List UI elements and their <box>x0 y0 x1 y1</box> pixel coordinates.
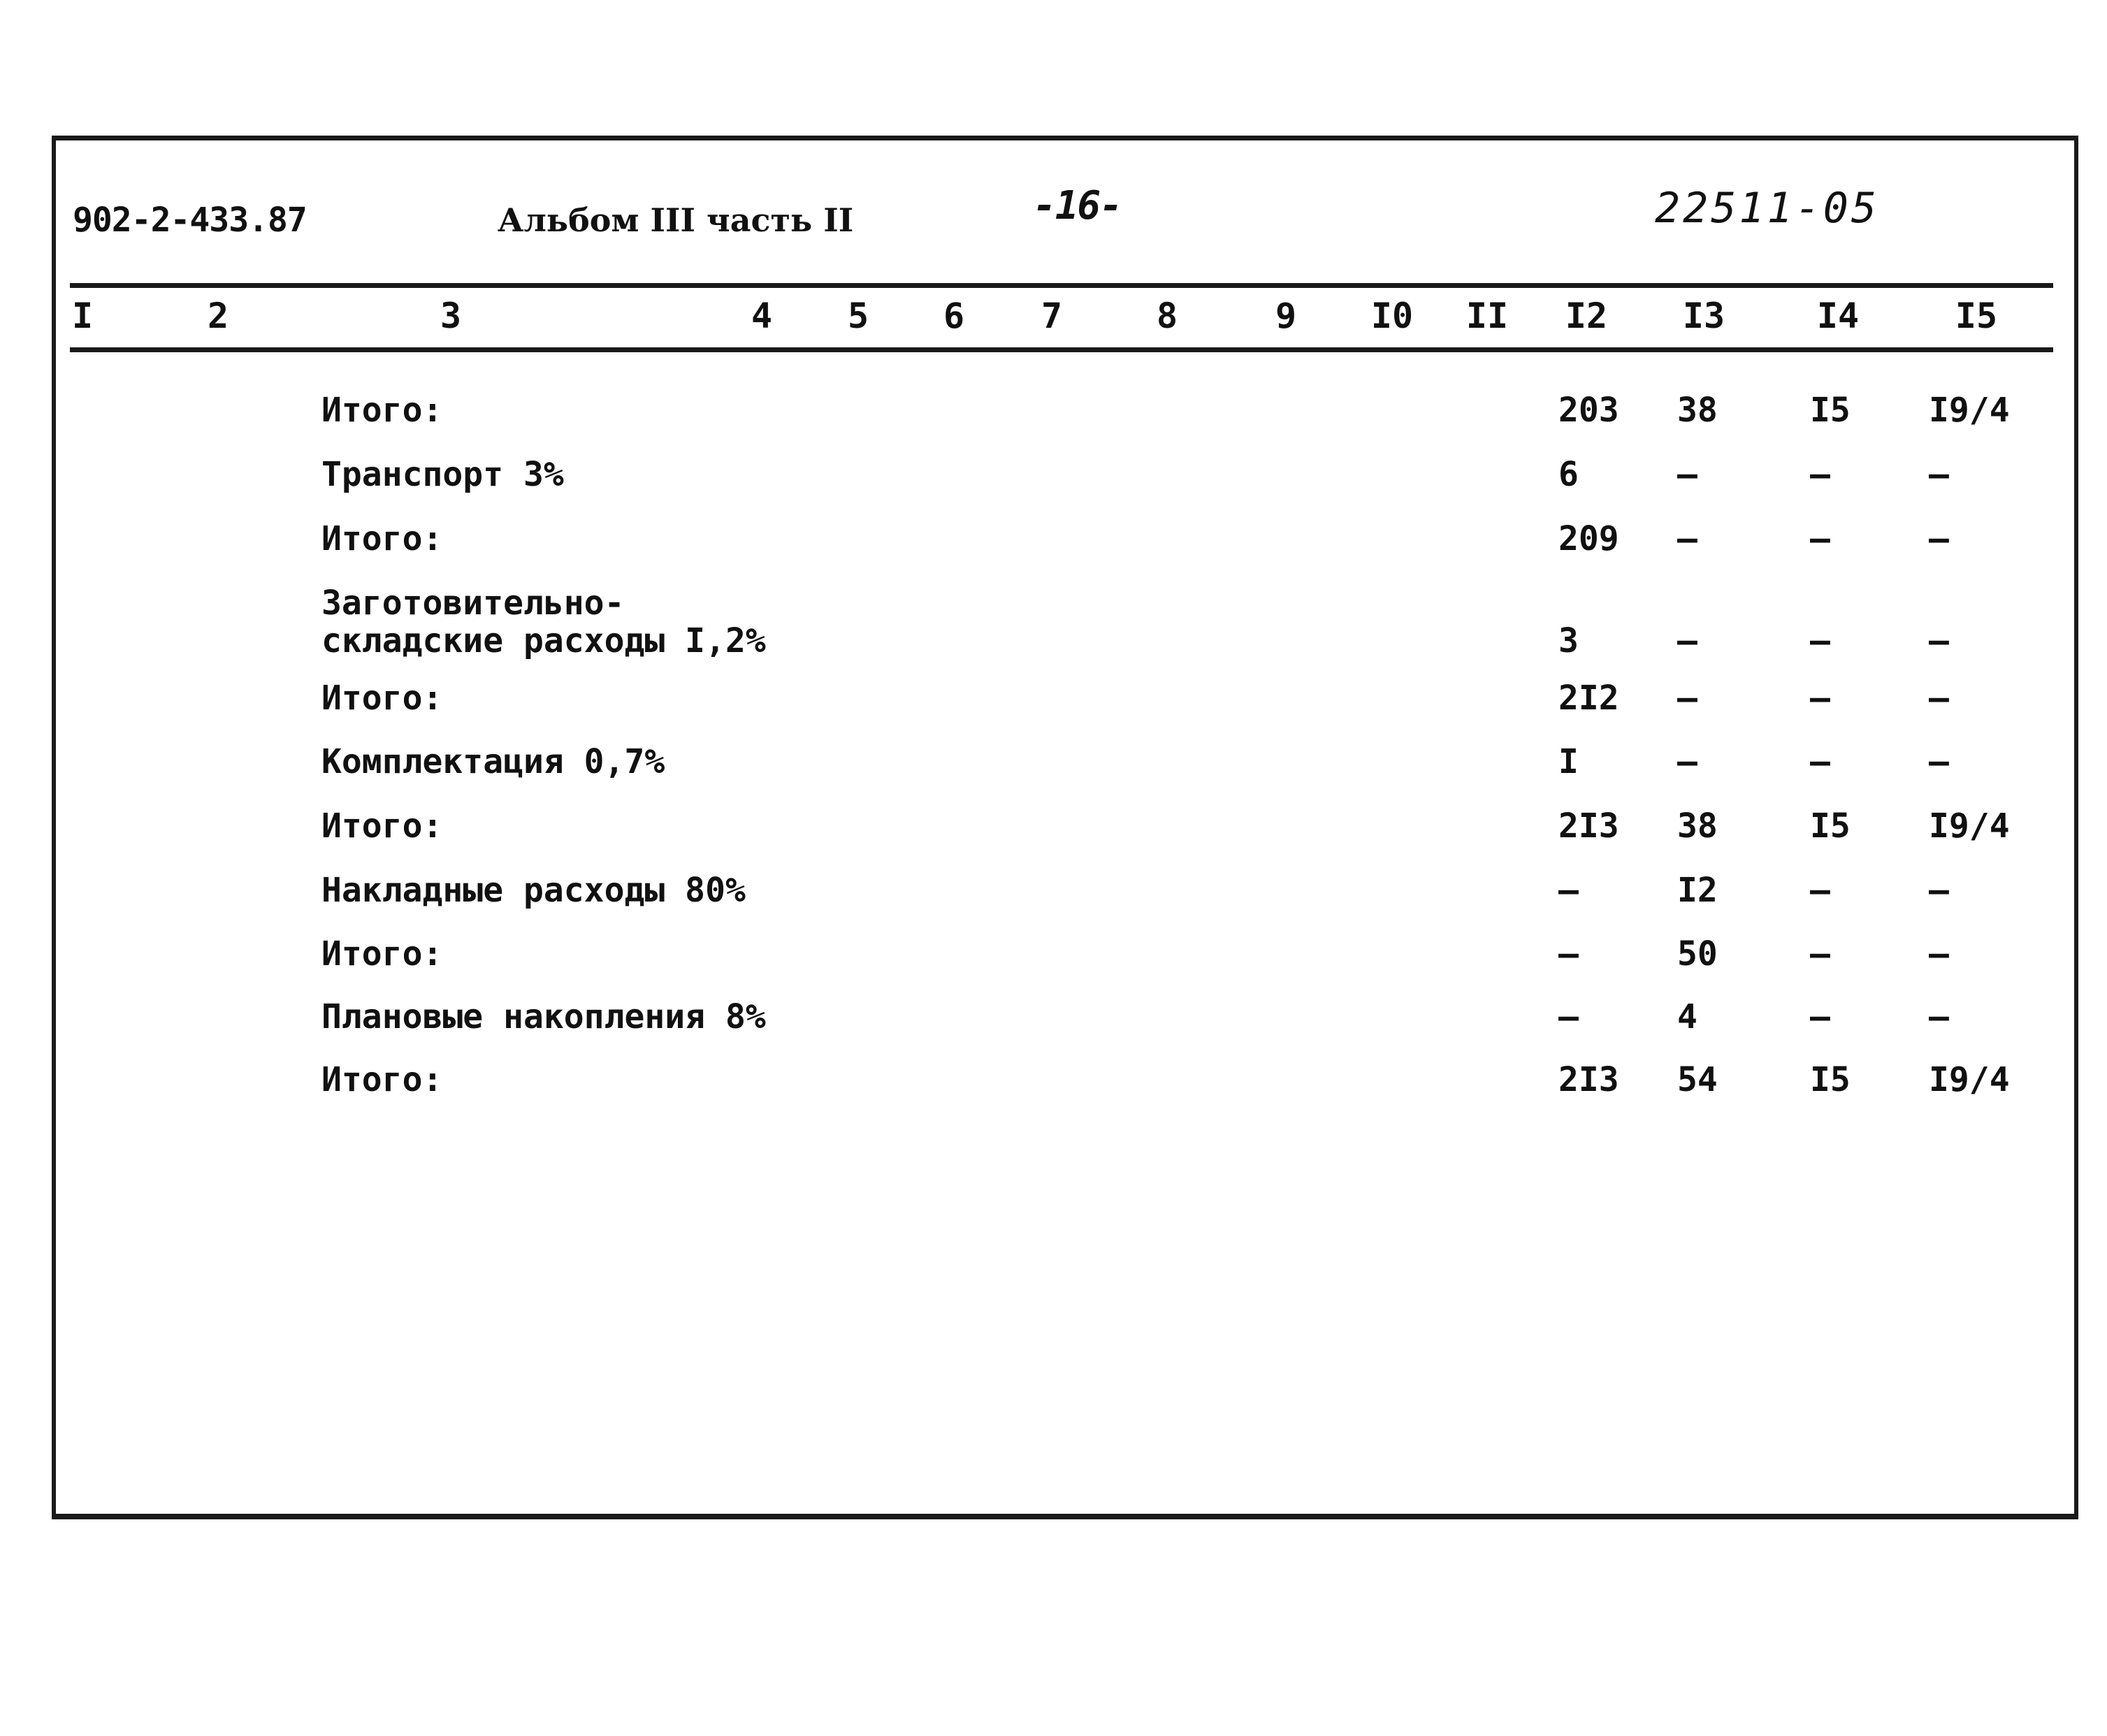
column-number-3: 3 <box>440 296 462 336</box>
row-value-col13: I2 <box>1677 871 1718 910</box>
row-value-col14: I5 <box>1810 391 1851 430</box>
row-value-col15: I9/4 <box>1929 1060 2010 1099</box>
column-number-5: 5 <box>847 296 869 336</box>
row-value-col13: 38 <box>1677 806 1718 846</box>
row-value-col13: 38 <box>1677 391 1718 430</box>
row-value-col12: I <box>1558 742 1579 781</box>
column-number-6: 6 <box>943 296 965 336</box>
row-value-col14: – <box>1810 679 1830 718</box>
column-number-12: I2 <box>1565 296 1608 336</box>
row-value-col15: – <box>1929 679 1949 718</box>
table-row <box>0 520 2107 576</box>
column-number-9: 9 <box>1275 296 1297 336</box>
column-header-top-rule <box>70 283 2053 288</box>
column-number-1: I <box>71 296 94 336</box>
row-label: Транспорт 3% <box>321 455 564 494</box>
row-value-col13: – <box>1677 455 1697 494</box>
row-label: Итого: <box>321 519 443 558</box>
row-value-col15: – <box>1929 934 1949 974</box>
table-row <box>0 871 2107 927</box>
row-value-col13: 50 <box>1677 934 1718 974</box>
row-value-col12: 3 <box>1558 621 1579 660</box>
row-label: Итого: <box>321 934 443 974</box>
row-value-col13: – <box>1677 621 1697 660</box>
row-value-col14: I5 <box>1810 1060 1851 1099</box>
row-value-col12: – <box>1558 934 1579 974</box>
row-value-col14: – <box>1810 455 1830 494</box>
column-number-14: I4 <box>1816 296 1860 336</box>
row-value-col13: 54 <box>1677 1060 1718 1099</box>
row-value-col14: – <box>1810 742 1830 781</box>
table-row <box>0 584 2107 689</box>
column-number-4: 4 <box>751 296 773 336</box>
row-value-col13: 4 <box>1677 997 1697 1036</box>
table-row <box>0 679 2107 735</box>
row-value-col12: 203 <box>1558 391 1619 430</box>
table-row <box>0 935 2107 991</box>
row-value-col14: – <box>1810 997 1830 1036</box>
column-number-8: 8 <box>1156 296 1178 336</box>
table-row <box>0 743 2107 799</box>
row-value-col15: I9/4 <box>1929 806 2010 846</box>
row-value-col15: – <box>1929 997 1949 1036</box>
row-label: Плановые накопления 8% <box>321 997 766 1036</box>
row-value-col12: 2I2 <box>1558 679 1619 718</box>
sheet-number: 22511-05 <box>1655 184 1879 233</box>
row-value-col12: – <box>1558 871 1579 910</box>
row-value-col12: 209 <box>1558 519 1619 558</box>
table-row <box>0 998 2107 1054</box>
row-value-col12: – <box>1558 997 1579 1036</box>
row-label: Итого: <box>321 679 443 718</box>
row-value-col14: – <box>1810 871 1830 910</box>
column-number-11: II <box>1465 296 1509 336</box>
table-row <box>0 807 2107 863</box>
row-label: Итого: <box>321 391 443 430</box>
row-value-col14: – <box>1810 621 1830 660</box>
row-value-col12: 2I3 <box>1558 1060 1619 1099</box>
row-label: Комплектация 0,7% <box>321 742 665 781</box>
row-label: Итого: <box>321 806 443 846</box>
row-value-col12: 2I3 <box>1558 806 1619 846</box>
row-value-col14: I5 <box>1810 806 1851 846</box>
row-value-col14: – <box>1810 519 1830 558</box>
row-label: Итого: <box>321 1060 443 1099</box>
row-value-col12: 6 <box>1558 455 1579 494</box>
column-number-10: I0 <box>1370 296 1414 336</box>
row-value-col15: – <box>1929 742 1949 781</box>
row-value-col15: – <box>1929 519 1949 558</box>
row-value-col15: – <box>1929 871 1949 910</box>
row-value-col13: – <box>1677 519 1697 558</box>
column-number-15: I5 <box>1955 296 1998 336</box>
album-label: Альбом III часть II <box>498 201 854 239</box>
column-number-13: I3 <box>1682 296 1725 336</box>
row-value-col15: – <box>1929 455 1949 494</box>
row-value-col13: – <box>1677 742 1697 781</box>
row-value-col13: – <box>1677 679 1697 718</box>
row-value-col15: I9/4 <box>1929 391 2010 430</box>
table-row <box>0 456 2107 512</box>
row-value-col14: – <box>1810 934 1830 974</box>
row-value-col15: – <box>1929 621 1949 660</box>
column-number-7: 7 <box>1041 296 1063 336</box>
table-row <box>0 391 2107 447</box>
table-row <box>0 1061 2107 1117</box>
row-label: Накладные расходы 80% <box>321 871 746 910</box>
column-number-2: 2 <box>207 296 229 336</box>
column-header-bottom-rule <box>70 347 2053 352</box>
row-label: Заготовительно- складские расходы I,2% <box>321 584 766 660</box>
document-code: 902-2-433.87 <box>73 201 307 240</box>
page-number: -16- <box>1033 183 1122 229</box>
